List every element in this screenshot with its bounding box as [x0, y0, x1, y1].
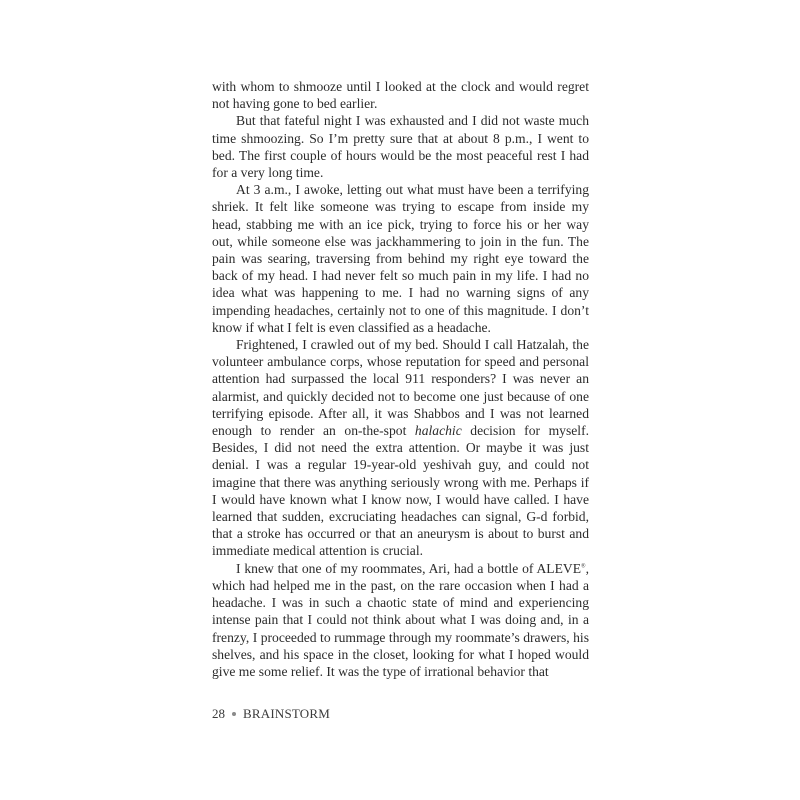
running-book-title: BRAINSTORM [243, 706, 331, 721]
paragraph-continued: with whom to shmooze until I looked at the clock and would regret not having gone to bed earlier. [212, 79, 589, 112]
paragraph-roommate-aleve [212, 560, 589, 680]
paragraph-fateful-night: But that fateful night I was exhausted and I did not waste much time shmoozing. So I’m pretty sure that at about 8 p.m., I went to bed. The first couple of hours would be the most peaceful rest I had for a very long time. [212, 113, 589, 181]
page-number: 28 [212, 706, 225, 721]
paragraph-text: decision for myself. Besides, I did not need the extra attention. Or maybe it was just denial. I was a regular 19-year-old yeshivah guy, and could not imagine that there was anything seriously wrong with me. Perhaps if I would have known what I know now, I would have called. I have learned that sudden, excruciating headaches can signal, G-d forbid, that a stroke has occurred or that an aneurysm is about to burst and immediate medical attention is crucial. [212, 423, 589, 559]
bullet-separator-icon [232, 712, 236, 716]
paragraph-text: Frightened, I crawled out of my bed. Should I call Hatzalah, the volunteer ambulance corps, whose reputation for speed and personal attention had surpassed the local 911 responders? I was never an alarmist, and quickly decided not to become one just because of one terrifying episode. After all, it was Shabbos and I was not learned enough to render an on-the-spot [212, 337, 589, 439]
paragraph-text: I knew that one of my roommates, Ari, had a bottle of ALEVE [236, 560, 582, 576]
book-page-body [212, 78, 589, 680]
italic-term: halachic [414, 423, 462, 439]
page-footer [212, 706, 330, 722]
paragraph-frightened [212, 336, 589, 560]
paragraph-awoke-shriek: At 3 a.m., I awoke, letting out what must have been a terrifying shriek. It felt like someone was trying to escape from inside my head, stabbing me with an ice pick, trying to force his or her way out, while someone else was jackhammering to join in the fun. The pain was searing, traversing from behind my right eye toward the back of my head. I had never felt so much pain in my life. I had no idea what was happening to me. I had no warning signs of any impending headaches, certainly not to one of this magnitude. I don’t know if what I felt is even classified as a headache. [212, 182, 589, 335]
paragraph-text: , which had helped me in the past, on the rare occasion when I had a headache. I was in such a chaotic state of mind and experiencing intense pain that I could not think about what I was doing and, in a frenzy, I proceeded to rummage through my roommate’s drawers, his shelves, and his space in the closet, looking for what I hoped would give me some relief. It was the type of irrational behavior that [212, 560, 589, 679]
registered-mark: ® [581, 563, 586, 570]
